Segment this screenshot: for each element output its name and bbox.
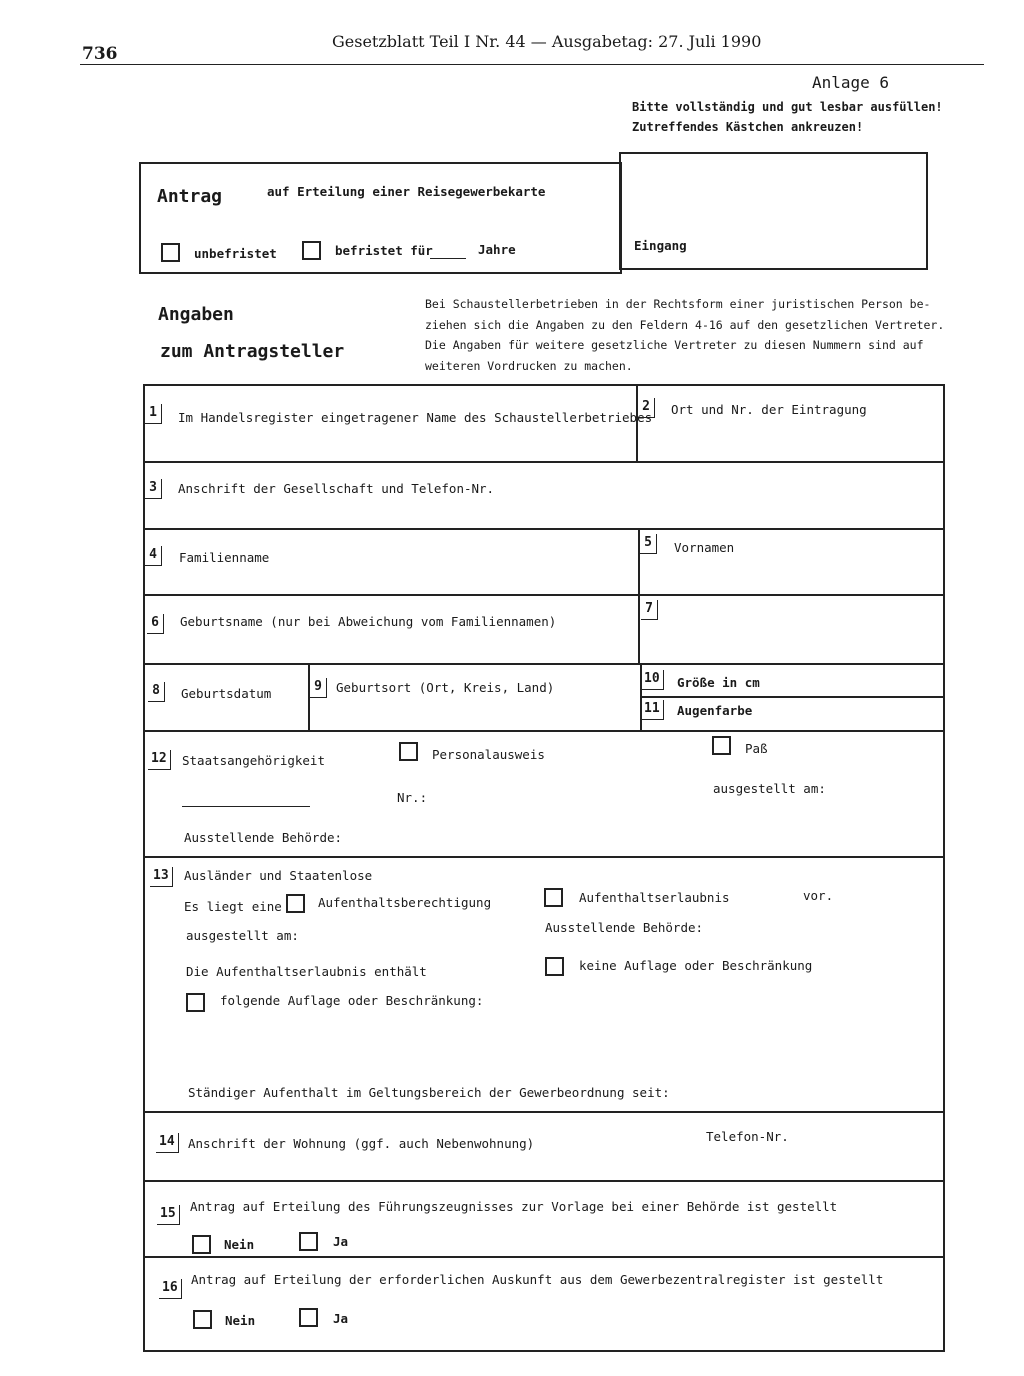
field-number: 5 [640, 534, 657, 554]
following-condition-checkbox[interactable] [186, 993, 205, 1012]
permit-contains-label: Die Aufenthaltserlaubnis enthält [186, 964, 427, 979]
row-divider [143, 594, 945, 596]
permit-issued-on-label: ausgestellt am: [186, 928, 299, 943]
field-2-label: Ort und Nr. der Eintragung [671, 402, 867, 417]
f16-yes-label: Ja [333, 1311, 349, 1326]
field-3-label: Anschrift der Gesellschaft und Telefon-Nr. [178, 481, 495, 496]
legal-note-line-3: Die Angaben für weitere gesetzliche Vertreter zu diesen Nummern sind auf [425, 338, 924, 352]
unlimited-checkbox[interactable] [161, 243, 180, 262]
field-9-label: Geburtsort (Ort, Kreis, Land) [336, 680, 555, 695]
field-number: 15 [157, 1205, 180, 1225]
field-number: 13 [150, 867, 173, 887]
years-label: Jahre [478, 242, 516, 257]
row-divider [143, 1111, 945, 1113]
row-divider [143, 1256, 945, 1258]
no-condition-checkbox[interactable] [545, 957, 564, 976]
issuing-authority-label: Ausstellende Behörde: [184, 830, 343, 845]
residence-permit-checkbox[interactable] [544, 888, 563, 907]
gazette-title: Gesetzblatt Teil I Nr. 44 — Ausgabetag: 27. Juli 1990 [332, 32, 762, 51]
f16-no-checkbox[interactable] [193, 1310, 212, 1329]
field-number: 7 [641, 600, 658, 620]
passport-label: Paß [745, 741, 768, 756]
unlimited-label: unbefristet [194, 246, 277, 261]
row-divider [143, 856, 945, 858]
instruction-line-1: Bitte vollständig und gut lesbar ausfüllen! [632, 100, 943, 114]
years-input-line[interactable] [430, 258, 466, 259]
f15-yes-checkbox[interactable] [299, 1232, 318, 1251]
f15-no-checkbox[interactable] [192, 1235, 211, 1254]
legal-note-line-2: ziehen sich die Angaben zu den Feldern 4-16 auf den gesetzlichen Vertreter. [425, 317, 945, 332]
applicant-heading-2: zum Antragsteller [160, 341, 345, 362]
application-title: Antrag [157, 186, 223, 207]
row-divider [143, 528, 945, 530]
no-condition-label: keine Auflage oder Beschränkung [579, 958, 813, 973]
permanent-residence-label: Ständiger Aufenthalt im Geltungsbereich der Gewerbeordnung seit: [188, 1085, 670, 1100]
issued-on-label: ausgestellt am: [713, 781, 826, 796]
residence-permit-label: Aufenthaltserlaubnis [579, 890, 730, 905]
field-number: 16 [159, 1279, 182, 1299]
row-divider [640, 696, 945, 698]
field-number: 6 [147, 614, 164, 634]
field-number: 9 [310, 678, 327, 698]
f16-yes-checkbox[interactable] [299, 1308, 318, 1327]
document-number-label: Nr.: [397, 790, 428, 805]
annex-label: Anlage 6 [812, 73, 890, 92]
field-4-label: Familienname [179, 550, 270, 565]
application-subtitle: auf Erteilung einer Reisegewerbekarte [267, 184, 546, 199]
passport-checkbox[interactable] [712, 736, 731, 755]
following-condition-label: folgende Auflage oder Beschränkung: [220, 993, 484, 1008]
field-16-label: Antrag auf Erteilung der erforderlichen Auskunft aus dem Gewerbezentralregister ist gestellt [191, 1272, 884, 1287]
residence-entitlement-label: Aufenthaltsberechtigung [318, 895, 492, 910]
field-11-label: Augenfarbe [677, 703, 753, 718]
row-divider [143, 663, 945, 665]
field-number: 8 [148, 682, 165, 702]
field-13-label: Ausländer und Staatenlose [184, 868, 373, 883]
limited-label: befristet für [335, 243, 433, 258]
instruction-line-2: Zutreffendes Kästchen ankreuzen! [632, 120, 864, 134]
f16-no-label: Nein [225, 1313, 256, 1328]
legal-note [425, 294, 944, 376]
nationality-input-line[interactable] [182, 806, 310, 807]
field-number: 3 [145, 479, 162, 499]
permit-authority-label: Ausstellende Behörde: [545, 920, 704, 935]
legal-note-line-1: Bei Schaustellerbetrieben in der Rechtsform einer juristischen Person be- [425, 297, 931, 311]
residence-entitlement-checkbox[interactable] [286, 894, 305, 913]
id-card-label: Personalausweis [432, 747, 545, 762]
legal-note-line-4: weiteren Vordrucken zu machen. [425, 358, 633, 373]
field-number: 10 [641, 670, 664, 690]
header-rule [80, 64, 984, 65]
field-10-label: Größe in cm [677, 675, 760, 690]
field-number: 14 [156, 1133, 179, 1153]
field-number: 1 [145, 404, 162, 424]
limited-checkbox[interactable] [302, 241, 321, 260]
receipt-label: Eingang [634, 238, 687, 253]
phone-label: Telefon-Nr. [706, 1129, 789, 1144]
row-divider [143, 730, 945, 732]
field-number: 4 [145, 546, 162, 566]
field-5-label: Vornamen [674, 540, 735, 555]
id-card-checkbox[interactable] [399, 742, 418, 761]
row-divider [143, 1180, 945, 1182]
field-14-label: Anschrift der Wohnung (ggf. auch Nebenwohnung) [188, 1136, 535, 1151]
row-divider [143, 461, 945, 463]
page-number: 736 [82, 44, 118, 64]
f15-yes-label: Ja [333, 1234, 349, 1249]
field-8-label: Geburtsdatum [181, 686, 272, 701]
field-number: 2 [638, 398, 655, 418]
field-15-label: Antrag auf Erteilung des Führungszeugnisses zur Vorlage bei einer Behörde ist gestellt [190, 1199, 838, 1214]
present-label: vor. [803, 888, 834, 903]
field-6-label: Geburtsname (nur bei Abweichung vom Familiennamen) [180, 614, 557, 629]
applicant-heading-1: Angaben [158, 304, 234, 325]
field-12-label: Staatsangehörigkeit [182, 753, 325, 768]
f15-no-label: Nein [224, 1237, 255, 1252]
permit-exists-label: Es liegt eine [184, 899, 282, 914]
field-1-label: Im Handelsregister eingetragener Name des Schaustellerbetriebes [178, 410, 653, 425]
field-number: 12 [148, 750, 171, 770]
field-number: 11 [641, 700, 664, 720]
